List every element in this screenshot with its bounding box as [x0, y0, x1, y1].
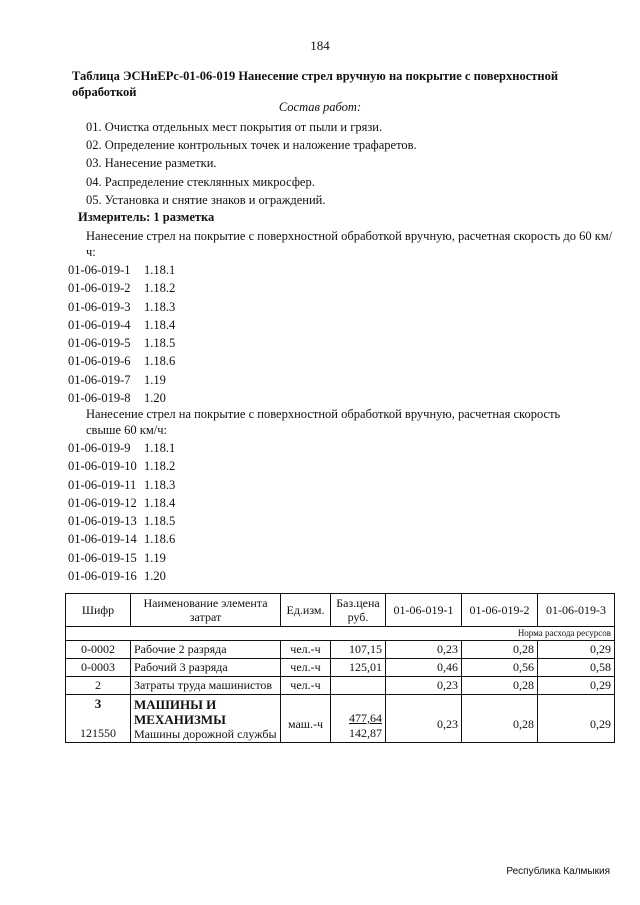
- footer-region: Республика Калмыкия: [506, 866, 610, 877]
- code-line: [68, 279, 175, 297]
- table-row: [66, 677, 615, 695]
- header-unit: Ед.изм.: [281, 594, 331, 627]
- cell-unit: маш.-ч: [281, 695, 331, 743]
- norm-label: Норма расхода ресурсов: [66, 627, 615, 641]
- code: 01-06-019-14: [68, 532, 137, 547]
- code-line: [68, 476, 175, 494]
- code-ref: 1.18.1: [144, 263, 176, 277]
- cell-value: 0,23: [386, 677, 462, 695]
- cell-value: 0,29: [538, 677, 615, 695]
- cell-value: 0,29: [538, 641, 615, 659]
- table-row: [66, 659, 615, 677]
- work-composition-heading: Состав работ:: [278, 100, 362, 114]
- cell-unit: чел.-ч: [281, 659, 331, 677]
- code: 01-06-019-8: [68, 391, 131, 406]
- machine-name: Машины дорожной службы: [134, 726, 277, 741]
- code: 01-06-019-3: [68, 299, 131, 314]
- cell-value: 0,28: [462, 695, 538, 743]
- code-ref: 1.20: [144, 569, 166, 584]
- cell-value: 0,28: [462, 677, 538, 695]
- code-ref: 1.18.3: [144, 477, 176, 492]
- code-line: [68, 457, 175, 475]
- cell-value: 0,23: [386, 641, 462, 659]
- cell-name: [131, 695, 281, 743]
- code: 01-06-019-7: [68, 372, 131, 387]
- code-ref: 1.18.5: [144, 336, 176, 351]
- code: 01-06-019-9: [68, 441, 131, 455]
- table-title: Таблица ЭСНиЕРс-01-06-019 Нанесение стрел вручную на покрытие с поверхностной обработкой: [72, 69, 559, 99]
- cell-code: 0-0003: [66, 659, 131, 677]
- group-name: МАШИНЫ И МЕХАНИЗМЫ: [134, 696, 226, 727]
- cell-name: Рабочий 3 разряда: [131, 659, 281, 677]
- work-item: 04. Распределение стеклянных микросфер.: [86, 174, 315, 189]
- code-ref: 1.18.6: [144, 532, 176, 547]
- code: 01-06-019-15: [68, 550, 137, 565]
- norm-row: [66, 627, 615, 641]
- work-item: 05. Установка и снятие знаков и ограждений.: [86, 192, 326, 207]
- page-number: 184: [310, 38, 330, 53]
- code-line: [68, 567, 175, 585]
- code: 01-06-019-1: [68, 263, 131, 277]
- cell-price: [331, 677, 386, 695]
- code: 01-06-019-16: [68, 569, 137, 584]
- code-ref: 1.19: [144, 550, 166, 565]
- code-ref: 1.18.4: [144, 317, 176, 332]
- table-header-row: [66, 594, 615, 627]
- header-col1: 01-06-019-1: [386, 594, 462, 627]
- table-row: [66, 695, 615, 743]
- code-line: [68, 494, 175, 512]
- price-bottom: 142,87: [349, 726, 382, 740]
- cell-price: 107,15: [331, 641, 386, 659]
- code-ref: 1.18.1: [144, 441, 176, 455]
- code: 01-06-019-13: [68, 514, 137, 529]
- code-line: [68, 439, 175, 457]
- group-code: 3: [94, 696, 102, 711]
- code: 01-06-019-10: [68, 459, 137, 474]
- work-item: 03. Нанесение разметки.: [86, 156, 217, 171]
- cell-name: Рабочие 2 разряда: [131, 641, 281, 659]
- group1-description: Нанесение стрел на покрытие с поверхностной обработкой вручную, расчетная скорость до 60 км/ч:: [86, 229, 613, 259]
- group2-code-list: [68, 439, 175, 585]
- cell-value: 0,46: [386, 659, 462, 677]
- code: 01-06-019-11: [68, 477, 137, 492]
- table-row: [66, 641, 615, 659]
- code-ref: 1.18.6: [144, 354, 176, 369]
- code: 01-06-019-6: [68, 354, 131, 369]
- cell-value: 0,23: [386, 695, 462, 743]
- header-col3: 01-06-019-3: [538, 594, 615, 627]
- code-line: [68, 298, 175, 316]
- group2-description: Нанесение стрел на покрытие с поверхностной обработкой вручную, расчетная скорость свыше 60 км/ч:: [86, 407, 561, 437]
- cell-price: 125,01: [331, 659, 386, 677]
- header-col2: 01-06-019-2: [462, 594, 538, 627]
- code-line: [68, 512, 175, 530]
- price-top: 477,64: [349, 711, 382, 725]
- group1-code-list: [68, 261, 175, 407]
- code-ref: 1.19: [144, 372, 166, 387]
- resource-table: [65, 593, 615, 743]
- code-ref: 1.18.3: [144, 299, 176, 314]
- code-line: [68, 549, 175, 567]
- cell-value: 0,56: [462, 659, 538, 677]
- cell-value: 0,58: [538, 659, 615, 677]
- work-item: 02. Определение контрольных точек и наложение трафаретов.: [86, 138, 417, 153]
- cell-value: 0,29: [538, 695, 615, 743]
- code-line: [68, 334, 175, 352]
- work-composition-list: [86, 118, 417, 209]
- machine-code: 121550: [80, 726, 116, 740]
- cell-price: [331, 695, 386, 743]
- header-name: Наименование элемента затрат: [131, 594, 281, 627]
- code: 01-06-019-2: [68, 281, 131, 296]
- code-ref: 1.20: [144, 391, 166, 406]
- cell-code: 0-0002: [66, 641, 131, 659]
- cell-code: 2: [66, 677, 131, 695]
- code: 01-06-019-4: [68, 317, 131, 332]
- cell-code: [66, 695, 131, 743]
- work-item: 01. Очистка отдельных мест покрытия от пыли и грязи.: [86, 120, 383, 134]
- code-ref: 1.18.4: [144, 495, 176, 510]
- code-line: [68, 371, 175, 389]
- code-line: [68, 530, 175, 548]
- code-line: [68, 352, 175, 370]
- code-line: [68, 389, 175, 407]
- code: 01-06-019-12: [68, 495, 137, 510]
- code: 01-06-019-5: [68, 336, 131, 351]
- header-price: Баз.цена руб.: [331, 594, 386, 627]
- cell-value: 0,28: [462, 641, 538, 659]
- code-line: [68, 261, 175, 279]
- code-ref: 1.18.2: [144, 281, 176, 296]
- header-code: Шифр: [66, 594, 131, 627]
- cell-unit: чел.-ч: [281, 677, 331, 695]
- code-ref: 1.18.2: [144, 459, 176, 474]
- code-ref: 1.18.5: [144, 514, 176, 529]
- meter-label: Измеритель: 1 разметка: [78, 210, 215, 224]
- code-line: [68, 316, 175, 334]
- cell-name: Затраты труда машинистов: [131, 677, 281, 695]
- cell-unit: чел.-ч: [281, 641, 331, 659]
